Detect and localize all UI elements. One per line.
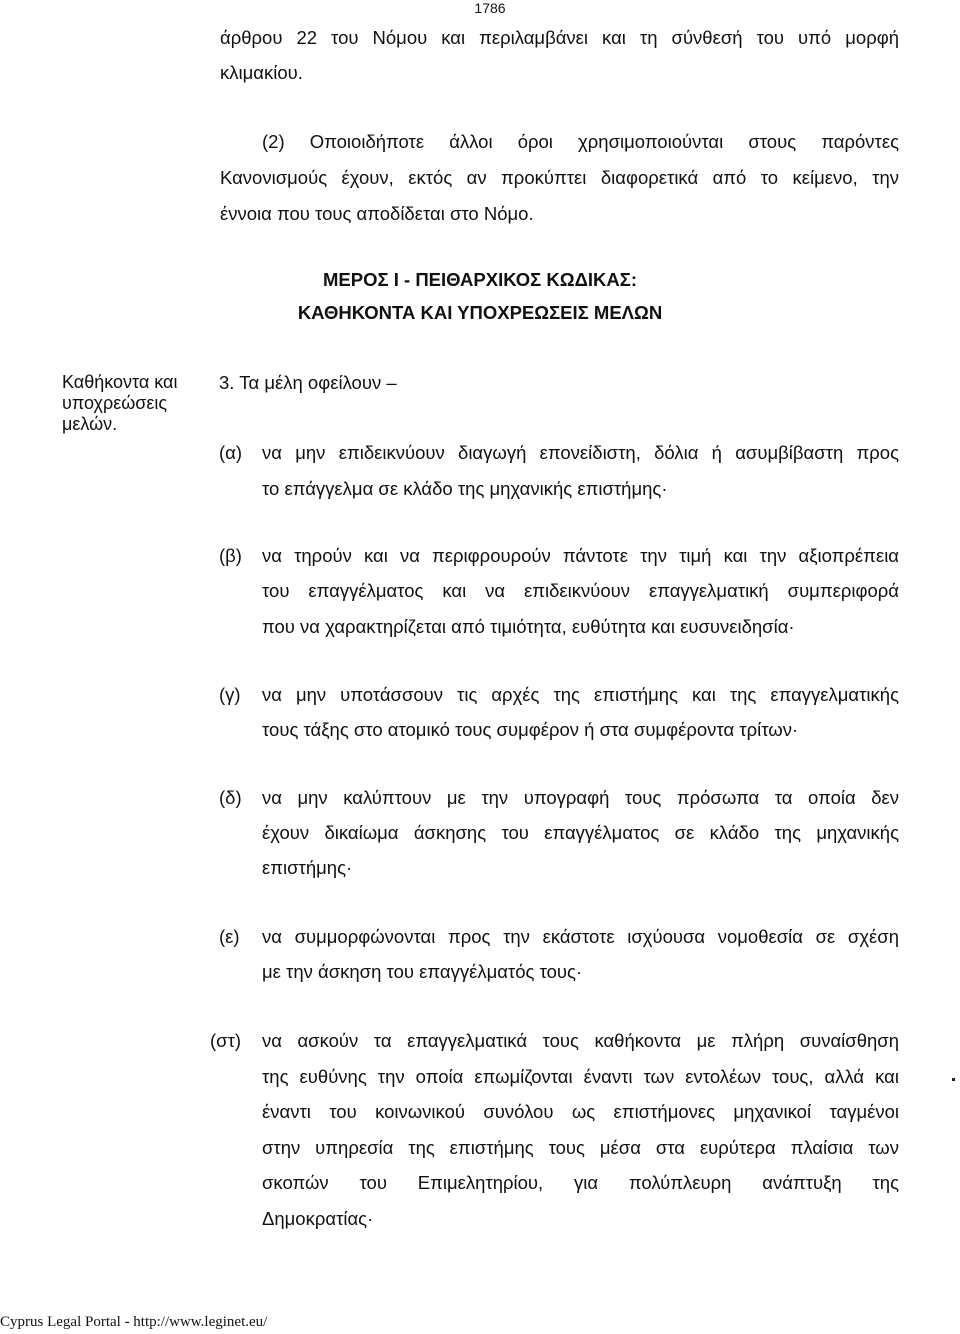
clause-3-intro: 3. Τα μέλη οφείλουν – xyxy=(219,372,397,393)
footer-source: Cyprus Legal Portal - http://www.leginet.eu/ xyxy=(0,1314,268,1330)
item-b-line-1: να τηρούν και να περιφρουρούν πάντοτε την τιμή και την αξιοπρέπεια xyxy=(262,545,899,566)
item-label-st: (στ) xyxy=(210,1030,242,1051)
item-st-line-5: σκοπών του Επιμελητηρίου, για πολύπλευρη ανάπτυξη της xyxy=(262,1172,899,1193)
item-st-line-1: να ασκούν τα επαγγελματικά τους καθήκοντα με πλήρη συναίσθηση xyxy=(262,1030,899,1051)
item-st-line-4: στην υπηρεσία της επιστήμης τους μέσα στα ευρύτερα πλαίσια των xyxy=(262,1137,899,1158)
item-label-a: (α) xyxy=(219,442,243,463)
item-a-line-2: το επάγγελμα σε κλάδο της μηχανικής επιστήμης· xyxy=(262,478,668,499)
item-label-b: (β) xyxy=(219,545,242,566)
item-st-line-3: έναντι του κοινωνικού συνόλου ως επιστήμονες μηχανικοί ταγμένοι xyxy=(262,1101,899,1122)
section-heading-line-2: ΚΑΘΗΚΟΝΤΑ ΚΑΙ ΥΠΟΧΡΕΩΣΕΙΣ ΜΕΛΩΝ xyxy=(297,302,663,323)
paragraph-2-line-3: έννοια που τους αποδίδεται στο Νόμο. xyxy=(220,203,534,224)
margin-note xyxy=(62,372,202,435)
intro-line-1: άρθρου 22 του Νόμου και περιλαμβάνει και τη σύνθεσή του υπό μορφή xyxy=(220,27,899,48)
item-st-line-2: της ευθύνης την οποία επωμίζονται έναντι των εντολέων τους, αλλά και xyxy=(262,1066,899,1087)
margin-mark xyxy=(952,1078,955,1081)
margin-note-line-3: μελών. xyxy=(62,414,118,434)
item-b-line-2: του επαγγέλματος και να επιδεικνύουν επαγγελματική συμπεριφορά xyxy=(262,580,899,601)
item-label-e: (ε) xyxy=(219,926,240,947)
item-d-line-1: να μην καλύπτουν με την υπογραφή τους πρόσωπα τα οποία δεν xyxy=(262,787,899,808)
paragraph-2-line-2: Κανονισμούς έχουν, εκτός αν προκύπτει διαφορετικά από το κείμενο, την xyxy=(220,167,899,188)
intro-line-2: κλιμακίου. xyxy=(220,62,303,83)
item-e-line-1: να συμμορφώνονται προς την εκάστοτε ισχύουσα νομοθεσία σε σχέση xyxy=(262,926,899,947)
item-e-line-2: με την άσκηση του επαγγέλματός τους· xyxy=(262,961,583,982)
item-d-line-2: έχουν δικαίωμα άσκησης του επαγγέλματος σε κλάδο της μηχανικής xyxy=(262,822,899,843)
page-number: 1786 xyxy=(474,0,506,16)
item-b-line-3: που να χαρακτηρίζεται από τιμιότητα, ευθύτητα και ευσυνειδησία· xyxy=(262,616,795,637)
item-label-c: (γ) xyxy=(219,684,241,705)
paragraph-2-line-1: (2) Οποιοιδήποτε άλλοι όροι χρησιμοποιούνται στους παρόντες xyxy=(262,131,899,152)
section-heading-line-1: ΜΕΡΟΣ Ι - ΠΕΙΘΑΡΧΙΚΟΣ ΚΩΔΙΚΑΣ: xyxy=(323,269,637,290)
margin-note-line-1: Καθήκοντα και xyxy=(62,372,178,392)
item-st-line-6: Δημοκρατίας· xyxy=(262,1208,374,1229)
item-a-line-1: να μην επιδεικνύουν διαγωγή επονείδιστη, δόλια ή ασυμβίβαστη προς xyxy=(262,442,899,463)
item-label-d: (δ) xyxy=(219,787,242,808)
item-c-line-1: να μην υποτάσσουν τις αρχές της επιστήμης και της επαγγελματικής xyxy=(262,684,899,705)
item-c-line-2: τους τάξης στο ατομικό τους συμφέρον ή στα συμφέροντα τρίτων· xyxy=(262,719,799,740)
item-d-line-3: επιστήμης· xyxy=(262,857,353,878)
margin-note-line-2: υποχρεώσεις xyxy=(62,393,168,413)
